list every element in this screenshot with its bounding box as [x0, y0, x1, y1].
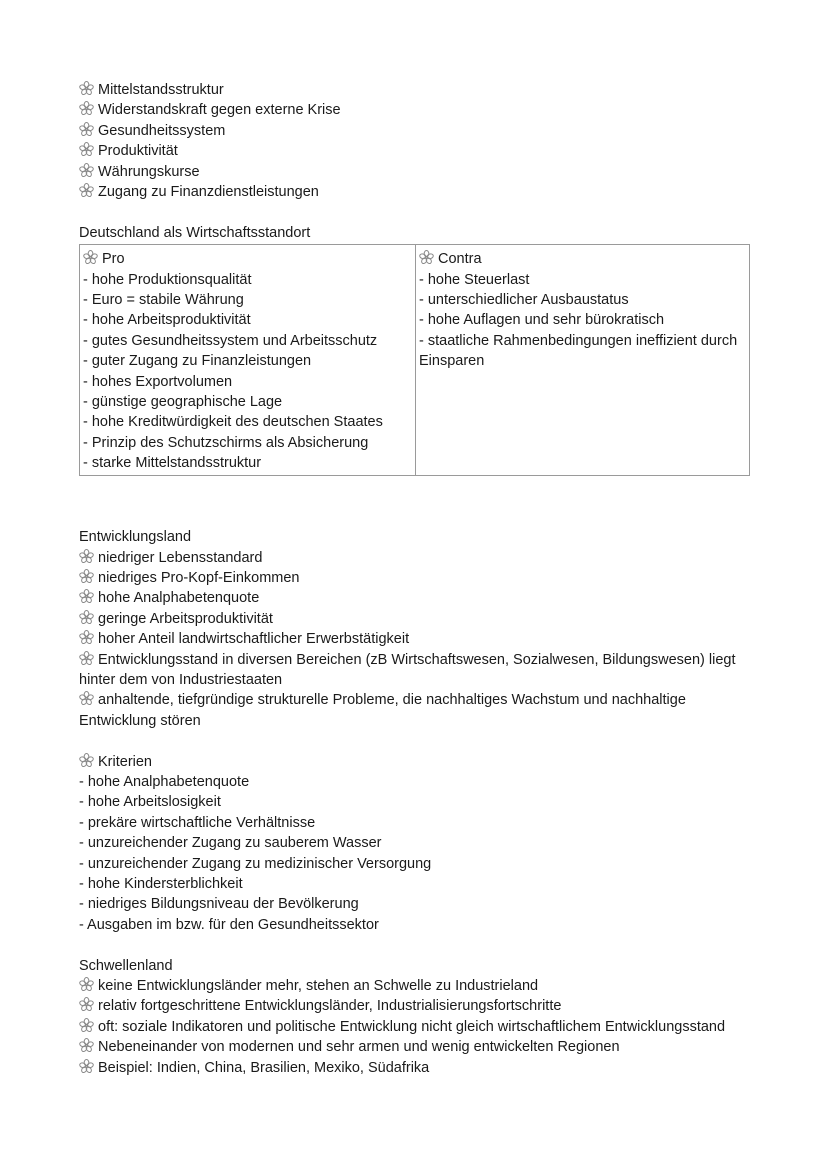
flower-bullet-icon [419, 250, 434, 265]
list-item: Produktivität [79, 141, 759, 161]
list-item: Mittelstandsstruktur [79, 80, 759, 100]
flower-bullet-icon [79, 753, 94, 768]
pro-item: - starke Mittelstandsstruktur [83, 455, 262, 472]
flower-bullet-icon [79, 183, 94, 198]
flower-bullet-icon [79, 163, 94, 178]
flower-bullet-icon [79, 997, 94, 1012]
list-item: relativ fortgeschrittene Entwicklungsländer, Industrialisierungsfortschritte [79, 996, 759, 1016]
pro-item: - hohe Arbeitsproduktivität [83, 312, 251, 329]
pro-item: - hohe Produktionsqualität [83, 271, 252, 288]
list-item: Gesundheitssystem [79, 121, 759, 141]
flower-bullet-icon [79, 101, 94, 116]
pro-contra-table [79, 244, 750, 475]
entwicklungsland-list [79, 548, 759, 732]
pro-item: - günstige geographische Lage [83, 394, 283, 411]
flower-bullet-icon [79, 1038, 94, 1053]
flower-bullet-icon [79, 630, 94, 645]
pro-item: - hohe Kreditwürdigkeit des deutschen Staates [83, 414, 383, 431]
section-heading-standort: Deutschland als Wirtschaftsstandort [79, 224, 311, 241]
list-item: - hohe Arbeitslosigkeit [79, 794, 221, 811]
contra-item: - hohe Auflagen und sehr bürokratisch [419, 312, 665, 329]
list-item: Zugang zu Finanzdienstleistungen [79, 182, 759, 202]
flower-bullet-icon [79, 1018, 94, 1033]
schwellenland-list [79, 976, 759, 1078]
list-item: keine Entwicklungsländer mehr, stehen an Schwelle zu Industrieland [79, 976, 759, 996]
pro-item: - guter Zugang zu Finanzleistungen [83, 353, 312, 370]
list-item: Entwicklungsstand in diversen Bereichen (zB Wirtschaftswesen, Sozialwesen, Bildungswesen) liegt hinter dem von Industriestaaten [79, 651, 736, 688]
section-heading-schwellenland: Schwellenland [79, 957, 173, 974]
flower-bullet-icon [79, 691, 94, 706]
list-item: - unzureichender Zugang zu medizinischer Versorgung [79, 855, 432, 872]
list-item: - niedriges Bildungsniveau der Bevölkerung [79, 896, 359, 913]
flower-bullet-icon [83, 250, 98, 265]
list-item: - prekäre wirtschaftliche Verhältnisse [79, 814, 316, 831]
list-item: Widerstandskraft gegen externe Krise [79, 100, 759, 120]
flower-bullet-icon [79, 549, 94, 564]
list-item: - Ausgaben im bzw. für den Gesundheitssektor [79, 916, 379, 933]
list-item: - hohe Analphabetenquote [79, 773, 250, 790]
pro-item: - gutes Gesundheitssystem und Arbeitsschutz [83, 332, 378, 349]
list-item: niedriges Pro-Kopf-Einkommen [79, 568, 759, 588]
flower-bullet-icon [79, 610, 94, 625]
list-item: hoher Anteil landwirtschaftlicher Erwerbstätigkeit [79, 629, 759, 649]
list-item: anhaltende, tiefgründige strukturelle Probleme, die nachhaltiges Wachstum und nachhaltige Entwicklung stören [79, 692, 686, 729]
list-item: Währungskurse [79, 162, 759, 182]
contra-item: - unterschiedlicher Ausbaustatus [419, 292, 629, 309]
flower-bullet-icon [79, 589, 94, 604]
contra-column [416, 245, 750, 475]
document-page [79, 80, 759, 1078]
section-heading-kriterien: Kriterien [79, 752, 759, 772]
list-item: geringe Arbeitsproduktivität [79, 609, 759, 629]
list-item: oft: soziale Indikatoren und politische Entwicklung nicht gleich wirtschaftlichem Entwicklungsstand [79, 1017, 759, 1037]
list-item: - hohe Kindersterblichkeit [79, 875, 243, 892]
pro-item: - Prinzip des Schutzschirms als Absicherung [83, 434, 369, 451]
flower-bullet-icon [79, 569, 94, 584]
pro-item: - hohes Exportvolumen [83, 373, 233, 390]
flower-bullet-icon [79, 651, 94, 666]
flower-bullet-icon [79, 142, 94, 157]
section-heading-entwicklungsland: Entwicklungsland [79, 529, 192, 546]
contra-header: Contra [419, 249, 746, 269]
pro-item: - Euro = stabile Währung [83, 292, 244, 309]
flower-bullet-icon [79, 977, 94, 992]
list-item: hohe Analphabetenquote [79, 588, 759, 608]
intro-list [79, 80, 759, 202]
list-item: Nebeneinander von modernen und sehr armen und wenig entwickelten Regionen [79, 1037, 759, 1057]
kriterien-list [79, 772, 759, 935]
list-item: niedriger Lebensstandard [79, 548, 759, 568]
flower-bullet-icon [79, 81, 94, 96]
pro-column [80, 245, 416, 475]
flower-bullet-icon [79, 122, 94, 137]
pro-header: Pro [83, 249, 412, 269]
flower-bullet-icon [79, 1059, 94, 1074]
contra-item: - staatliche Rahmenbedingungen ineffizient durch Einsparen [419, 332, 738, 370]
contra-item: - hohe Steuerlast [419, 271, 530, 288]
list-item: Beispiel: Indien, China, Brasilien, Mexiko, Südafrika [79, 1058, 759, 1078]
list-item: - unzureichender Zugang zu sauberem Wasser [79, 835, 382, 852]
